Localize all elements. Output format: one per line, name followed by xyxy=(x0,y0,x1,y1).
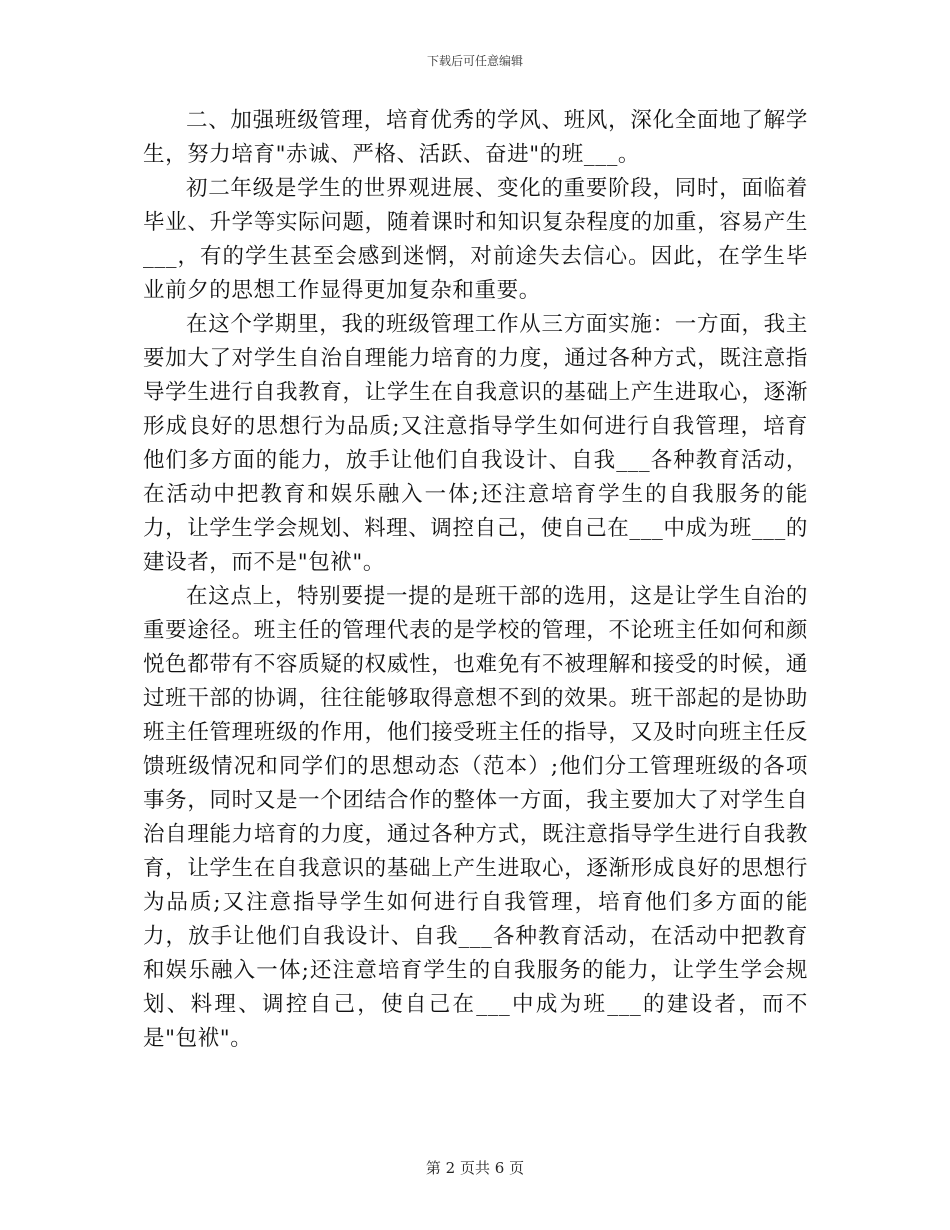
paragraph-3: 在这个学期里，我的班级管理工作从三方面实施：一方面，我主要加大了对学生自治自理能力培育的力度，通过各种方式，既注意指导学生进行自我教育，让学生在自我意识的基础上产生进取心，逐渐形成良好的思想行为品质;又注意指导学生如何进行自我管理，培育他们多方面的能力，放手让他们自我设计、自我___各种教育活动，在活动中把教育和娱乐融入一体;还注意培育学生的自我服务的能力，让学生学会规划、料理、调控自己，使自己在___中成为班___的建设者，而不是"包袱"。 xyxy=(143,312,808,575)
document-body xyxy=(143,104,808,1056)
page-header: 下载后可任意编辑 xyxy=(426,54,523,68)
paragraph-1: 二、加强班级管理，培育优秀的学风、班风，深化全面地了解学生，努力培育"赤诚、严格、活跃、奋进"的班___。 xyxy=(143,108,808,167)
page-number: 第 2 页共 6 页 xyxy=(425,1159,525,1177)
paragraph-4: 在这点上，特别要提一提的是班干部的选用，这是让学生自治的重要途径。班主任的管理代表的是学校的管理，不论班主任如何和颜悦色都带有不容质疑的权威性，也难免有不被理解和接受的时候，通过班干部的协调，往往能够取得意想不到的效果。班干部起的是协助班主任管理班级的作用，他们接受班主任的指导，又及时向班主任反馈班级情况和同学们的思想动态（范本）;他们分工管理班级的各项事务，同时又是一个团结合作的整体一方面，我主要加大了对学生自治自理能力培育的力度，通过各种方式，既注意指导学生进行自我教育，让学生在自我意识的基础上产生进取心，逐渐形成良好的思想行为品质;又注意指导学生如何进行自我管理，培育他们多方面的能力，放手让他们自我设计、自我___各种教育活动，在活动中把教育和娱乐融入一体;还注意培育学生的自我服务的能力，让学生学会规划、料理、调控自己，使自己在___中成为班___的建设者，而不是"包袱"。 xyxy=(143,584,808,1051)
paragraph-2: 初二年级是学生的世界观进展、变化的重要阶段，同时，面临着毕业、升学等实际问题，随着课时和知识复杂程度的加重，容易产生___，有的学生甚至会感到迷惘，对前途失去信心。因此，在学生毕业前夕的思想工作显得更加复杂和重要。 xyxy=(143,176,808,303)
